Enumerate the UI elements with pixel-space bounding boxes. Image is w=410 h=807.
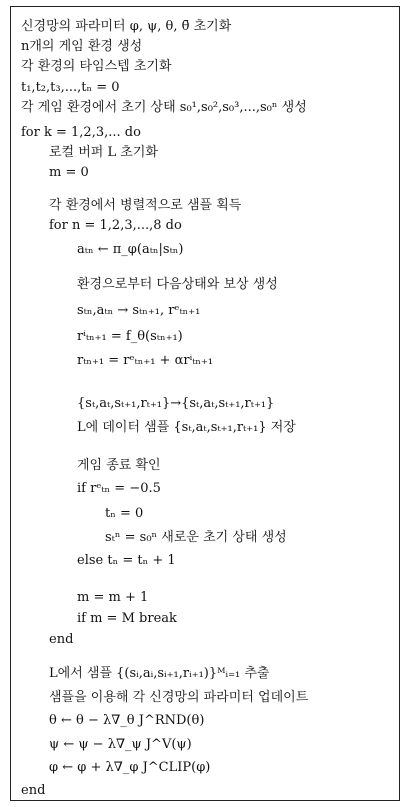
algo-line-18: 게임 종료 확인: [77, 458, 161, 473]
algo-line-4: t₁,t₂,t₃,...,tₙ = 0: [21, 80, 120, 95]
algo-line-29: ψ ← ψ − λ∇_ψ J^V(ψ): [49, 737, 192, 752]
algo-line-5: 각 게임 환경에서 초기 상태 s₀¹,s₀²,s₀³,...,s₀ⁿ 생성: [21, 100, 307, 115]
algo-line-15: rₜₙ₊₁ = rᵉₜₙ₊₁ + αrⁱₜₙ₊₁: [77, 353, 214, 368]
algo-line-28: θ ← θ − λ∇_θ J^RND(θ): [49, 713, 205, 728]
algo-line-17: L에 데이터 샘플 {sₜ,aₜ,sₜ₊₁,rₜ₊₁} 저장: [77, 420, 296, 435]
algo-line-13: sₜₙ,aₜₙ → sₜₙ₊₁, rᵉₜₙ₊₁: [77, 303, 201, 318]
algo-line-16: {sₜ,aₜ,sₜ₊₁,rₜ₊₁}→{sₜ,aₜ,sₜ₊₁,rₜ₊₁}: [77, 396, 275, 411]
algo-line-12: 환경으로부터 다음상태와 보상 생성: [77, 277, 278, 292]
algo-line-2: n개의 게임 환경 생성: [21, 39, 143, 54]
algo-line-6: for k = 1,2,3,... do: [21, 125, 141, 140]
algo-line-20: tₙ = 0: [105, 506, 144, 521]
algo-line-30: φ ← φ + λ∇_φ J^CLIP(φ): [49, 760, 211, 775]
algo-line-25: end: [49, 632, 74, 647]
algo-line-21: sₜⁿ = s₀ⁿ 새로운 초기 상태 생성: [105, 530, 287, 545]
algo-line-10: for n = 1,2,3,...,8 do: [49, 218, 182, 233]
algo-line-7: 로컬 버퍼 L 초기화: [49, 145, 158, 160]
algo-line-14: rⁱₜₙ₊₁ = f_θ(sₜₙ₊₁): [77, 329, 183, 344]
algo-line-26: L에서 샘플 {(sᵢ,aᵢ,sᵢ₊₁,rᵢ₊₁)}ᴹᵢ₌₁ 추출: [49, 666, 270, 681]
algo-line-3: 각 환경의 타임스텝 초기화: [21, 59, 172, 74]
algo-line-1: 신경망의 파라미터 φ, ψ, θ, θ̄ 초기화: [21, 19, 232, 34]
algo-line-11: aₜₙ ← π_φ(aₜₙ|sₜₙ): [77, 242, 184, 257]
algo-line-27: 샘플을 이용해 각 신경망의 파라미터 업데이트: [49, 690, 309, 705]
algo-line-23: m = m + 1: [77, 590, 149, 605]
algorithm-box: [10, 6, 400, 801]
algo-line-8: m = 0: [49, 165, 89, 180]
algo-line-9: 각 환경에서 병렬적으로 샘플 획득: [49, 198, 242, 213]
algo-line-24: if m = M break: [77, 611, 177, 626]
algo-line-31: end: [21, 783, 46, 798]
algo-line-22: else tₙ = tₙ + 1: [77, 553, 176, 568]
algo-line-19: if rᵉₜₙ = −0.5: [77, 481, 161, 496]
